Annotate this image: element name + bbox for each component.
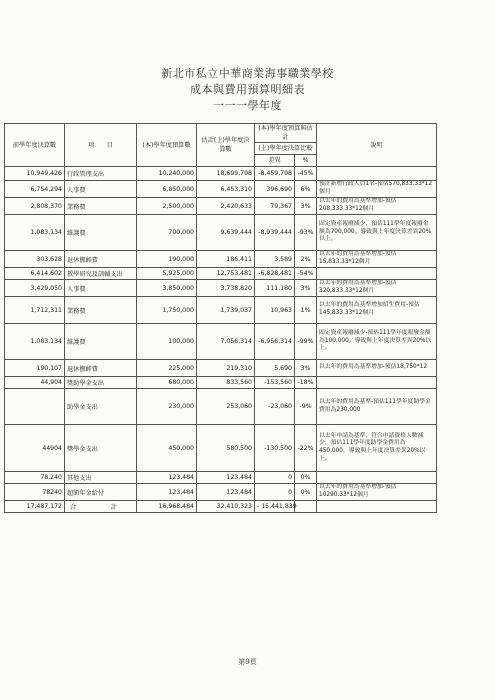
budget-cell: 700,000 xyxy=(137,215,197,251)
note-cell: 預計新增行政人員1名-預估570,833.33*12個月 xyxy=(317,181,437,198)
prior-cell: 1,083,134 xyxy=(5,324,65,360)
diff-cell: -153,560 xyxy=(255,377,295,389)
estimate-cell: 833,560 xyxy=(197,377,255,389)
table-row xyxy=(5,425,437,472)
pct-cell: 0% xyxy=(295,484,317,501)
diff-cell: 0 xyxy=(255,472,295,484)
pct-cell: -18% xyxy=(295,377,317,389)
item-cell: 合 計 xyxy=(65,501,137,513)
item-cell: 助學金支出 xyxy=(65,389,137,425)
item-cell: 維護費 xyxy=(65,215,137,251)
prior-cell: 44,904 xyxy=(5,377,65,389)
note-cell: 固定資產報廢減少-預估111學年度報廢金額為100,000。導致與上年度決算差異20%以上。 xyxy=(317,324,437,360)
table-row xyxy=(5,198,437,215)
estimate-cell: 186,411 xyxy=(197,251,255,268)
diff-cell: -8,459,798 xyxy=(255,167,295,181)
item-cell: 人事費 xyxy=(65,181,137,198)
diff-cell: 0 xyxy=(255,484,295,501)
prior-cell: 44904 xyxy=(5,425,65,472)
budget-cell: 230,000 xyxy=(137,389,197,425)
diff-cell: -6,956,314 xyxy=(255,324,295,360)
header-diff: 差異 xyxy=(255,155,295,167)
prior-cell: 1,083,134 xyxy=(5,215,65,251)
pct-cell: -45% xyxy=(295,167,317,181)
prior-cell: 10,949,426 xyxy=(5,167,65,181)
estimate-cell: 219,310 xyxy=(197,360,255,377)
note-cell xyxy=(317,268,437,280)
item-cell: 維護費 xyxy=(65,324,137,360)
item-cell: 退休撫卹費 xyxy=(65,360,137,377)
pct-cell: -22% xyxy=(295,425,317,472)
table-row xyxy=(5,215,437,251)
note-cell xyxy=(317,472,437,484)
estimate-cell: 12,753,481 xyxy=(197,268,255,280)
budget-cell: 5,925,000 xyxy=(137,268,197,280)
note-cell: 以去年的費用為基準增加-預估18,750*12 xyxy=(317,360,437,377)
item-cell: 業務費 xyxy=(65,198,137,215)
note-cell xyxy=(317,501,437,513)
estimate-cell: 32,410,323 xyxy=(197,501,255,513)
note-cell: 以去年的費用為基準-預估111學年度助學金費用為230,000 xyxy=(317,389,437,425)
note-cell: 以去年的費用為基準增加-預估15,833.33*12個月 xyxy=(317,251,437,268)
pct-cell: 0% xyxy=(295,472,317,484)
diff-cell: 111,180 xyxy=(255,280,295,297)
item-cell: 獎學金支出 xyxy=(65,425,137,472)
item-cell: 行政管理支出 xyxy=(65,167,137,181)
prior-cell: 303,628 xyxy=(5,251,65,268)
pct-cell: 2% xyxy=(295,251,317,268)
table-row xyxy=(5,324,437,360)
item-cell: 退休撫卹費 xyxy=(65,251,137,268)
estimate-cell: 18,699,798 xyxy=(197,167,255,181)
budget-cell: 10,240,000 xyxy=(137,167,197,181)
prior-cell: 190,107 xyxy=(5,360,65,377)
header-comparison-group: (本)學年度預算與估計 xyxy=(255,124,317,143)
estimate-cell: 2,420,633 xyxy=(197,198,255,215)
diff-cell: -130,500 xyxy=(255,425,295,472)
estimate-cell: 123,484 xyxy=(197,472,255,484)
note-cell: 以去年的費用為基準增加-預估10290.33*12個月 xyxy=(317,484,437,501)
estimate-cell: 7,056,314 xyxy=(197,324,255,360)
note-cell: 以去年的費用為基準增加-預估320,833.33*12個月 xyxy=(317,280,437,297)
table-row xyxy=(5,297,437,324)
table-row xyxy=(5,484,437,501)
item-cell: 人事費 xyxy=(65,280,137,297)
budget-cell: 3,850,000 xyxy=(137,280,197,297)
page-number: 第9頁 xyxy=(238,658,257,666)
budget-cell: 680,000 xyxy=(137,377,197,389)
note-cell: 以去年申請為基準，符合申請資格人數減少，預估111學年度助學金費用為450,000，導致與上年度決算差異20%以上。 xyxy=(317,425,437,472)
diff-cell: -23,060 xyxy=(255,389,295,425)
diff-cell: - 15,441,839 xyxy=(255,501,295,513)
table-row xyxy=(5,251,437,268)
header-prior-final: 前學年度決算數 xyxy=(5,124,65,167)
header-notes: 說明 xyxy=(317,124,437,167)
header-current-budget: (本)學年度預算數 xyxy=(137,124,197,167)
pct-cell: 1% xyxy=(295,297,317,324)
table-row xyxy=(5,181,437,198)
budget-cell: 450,000 xyxy=(137,425,197,472)
table-row xyxy=(5,360,437,377)
pct-cell: 6% xyxy=(295,181,317,198)
item-cell: 超額年金給付 xyxy=(65,484,137,501)
prior-cell: 3,429,050 xyxy=(5,280,65,297)
header-comparison-sub: (上)學年度決算比較 xyxy=(255,143,317,155)
pct-cell: -93% xyxy=(295,215,317,251)
pct-cell: -9% xyxy=(295,389,317,425)
prior-cell: 6,754,294 xyxy=(5,181,65,198)
budget-cell: 190,000 xyxy=(137,251,197,268)
estimate-cell: 123,484 xyxy=(197,484,255,501)
prior-cell: 78240 xyxy=(5,484,65,501)
diff-cell: -8,939,444 xyxy=(255,215,295,251)
estimate-cell: 580,500 xyxy=(197,425,255,472)
item-cell: 其他支出 xyxy=(65,472,137,484)
pct-cell: 3% xyxy=(295,198,317,215)
diff-cell: 5,690 xyxy=(255,360,295,377)
table-row xyxy=(5,167,437,181)
diff-cell: 10,963 xyxy=(255,297,295,324)
budget-cell: 100,000 xyxy=(137,324,197,360)
budget-cell: 2,500,000 xyxy=(137,198,197,215)
prior-cell: 2,808,370 xyxy=(5,198,65,215)
year-title: 一一一學年度 xyxy=(213,99,282,112)
note-cell: 以去年的費用為基準增加-預估208,333.33*12個月 xyxy=(317,198,437,215)
header-item: 項 目 xyxy=(65,124,137,167)
estimate-cell: 1,739,037 xyxy=(197,297,255,324)
table-row xyxy=(5,268,437,280)
header-pct: % xyxy=(295,155,317,167)
budget-cell: 1,750,000 xyxy=(137,297,197,324)
prior-cell xyxy=(5,389,65,425)
estimate-cell: 253,060 xyxy=(197,389,255,425)
pct-cell: 3% xyxy=(295,360,317,377)
title-block xyxy=(0,66,495,114)
table-row xyxy=(5,280,437,297)
school-title: 新北市私立中華商業海事職業學校 xyxy=(161,67,334,80)
budget-table xyxy=(4,123,437,513)
prior-cell: 17,487,172 xyxy=(5,501,65,513)
table-title: 成本與費用預算明細表 xyxy=(190,83,305,96)
pct-cell: -54% xyxy=(295,268,317,280)
table-row xyxy=(5,472,437,484)
note-cell xyxy=(317,377,437,389)
prior-cell: 6,414,602 xyxy=(5,268,65,280)
estimate-cell: 9,639,444 xyxy=(197,215,255,251)
diff-cell: 396,690 xyxy=(255,181,295,198)
budget-cell: 225,000 xyxy=(137,360,197,377)
table-row-total xyxy=(5,501,437,513)
item-cell: 教學研究及訓輔支出 xyxy=(65,268,137,280)
budget-cell: 16,968,484 xyxy=(137,501,197,513)
note-cell xyxy=(317,167,437,181)
pct-cell: 3% xyxy=(295,280,317,297)
pct-cell xyxy=(295,501,317,513)
note-cell: 固定資產報廢減少，預估111學年度報廢金額為700,000。導致與上年度決算差異20%以上。 xyxy=(317,215,437,251)
estimate-cell: 6,453,310 xyxy=(197,181,255,198)
diff-cell: -6,828,481 xyxy=(255,268,295,280)
item-cell: 獎助學金支出 xyxy=(65,377,137,389)
table-row xyxy=(5,377,437,389)
budget-cell: 123,484 xyxy=(137,484,197,501)
prior-cell: 78,240 xyxy=(5,472,65,484)
prior-cell: 1,712,311 xyxy=(5,297,65,324)
table-row xyxy=(5,389,437,425)
estimate-cell: 3,738,820 xyxy=(197,280,255,297)
header-estimated-prior: 估計(上)學年度決算數 xyxy=(197,124,255,167)
note-cell: 以去年的費用為基準增加招生費用-預估145,833.33*12個月 xyxy=(317,297,437,324)
diff-cell: 79,367 xyxy=(255,198,295,215)
budget-cell: 6,850,000 xyxy=(137,181,197,198)
budget-cell: 123,484 xyxy=(137,472,197,484)
pct-cell: -99% xyxy=(295,324,317,360)
item-cell: 業務費 xyxy=(65,297,137,324)
diff-cell: 3,589 xyxy=(255,251,295,268)
